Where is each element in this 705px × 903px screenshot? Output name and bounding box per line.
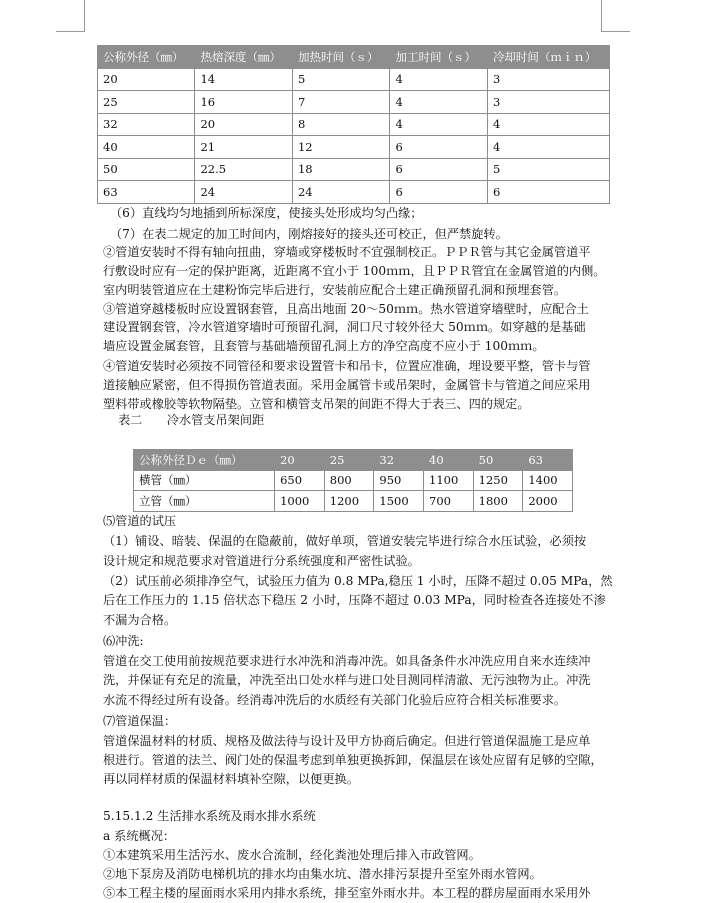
- text-line: 塑料带或橡胶等软物隔垫。立管和横管支吊架的间距不得大于表三、四的规定。: [103, 397, 530, 411]
- table-row: [98, 113, 610, 136]
- table-cell: 650: [275, 470, 325, 491]
- table-cell: 700: [424, 491, 474, 512]
- text-line: 行敷设时应有一定的保护距离，近距离不宜小于 100ｍｍ，且ＰＰＲ管宜在金属管道的内侧。: [103, 264, 606, 278]
- crop-mark-right: [601, 0, 602, 32]
- table-cell: 1100: [424, 470, 474, 491]
- text-line: （7）在表二规定的加工时间内，刚熔接好的接头还可校正，但严禁旋转。: [110, 227, 508, 241]
- table-cell: 800: [324, 470, 374, 491]
- table-cell: 20: [195, 113, 292, 136]
- table-cell: 21: [195, 136, 292, 159]
- table-header-row: [98, 46, 610, 69]
- table-cell: 立管（㎜）: [134, 491, 275, 512]
- text-line: ⑺管道保温：: [103, 714, 177, 728]
- table-header-cell: 冷却时间（ｍｉｎ）: [487, 46, 609, 69]
- table-header-cell: 25: [324, 450, 374, 471]
- table-cell: 5: [292, 68, 389, 91]
- fusion-parameters-table: [97, 45, 610, 204]
- text-line: 道接触应紧密，但不得损伤管道表面。采用金属管卡或吊架时，金属管卡与管道之间应采用: [103, 378, 591, 392]
- text-line: 管道保温材料的材质、规格及做法待与设计及甲方协商后确定。但进行管道保温施工是应单: [103, 734, 591, 748]
- table-cell: 8: [292, 113, 389, 136]
- text-line: ⑤本工程主楼的屋面雨水采用内排水系统，排至室外雨水井。本工程的群房屋面雨水采用外: [103, 886, 591, 900]
- table-cell: 1800: [473, 491, 523, 512]
- text-line: ⑹冲洗:: [103, 634, 144, 648]
- text-line: （2）试压前必须排净空气，试验压力值为 0.8 MPa,稳压 1 小时，压降不超过 0.05 MPa，然: [103, 574, 613, 588]
- text-line: （6）直线均匀地插到所标深度，使接头处形成均匀凸缘；: [110, 206, 423, 220]
- table-row: [98, 181, 610, 204]
- text-line: 不漏为合格。: [103, 613, 177, 627]
- table-cell: 32: [98, 113, 195, 136]
- table-row: [98, 158, 610, 181]
- text-line: 管道在交工使用前按规范要求进行水冲洗和消毒冲洗。如具备条件水冲洗应用自来水连续冲: [103, 654, 591, 668]
- table-cell: 4: [487, 113, 609, 136]
- text-line: 根进行。管道的法兰、阀门处的保温考虑到单独更换拆卸，保温层在该处应留有足够的空隙，: [103, 753, 603, 767]
- table-cell: 20: [98, 68, 195, 91]
- table-cell: 4: [390, 68, 487, 91]
- text-line: ②地下泵房及消防电梯机坑的排水均由集水坑、潜水排污泵提升至室外雨水管网。: [103, 867, 542, 881]
- table-cell: 950: [374, 470, 424, 491]
- table-row: [98, 136, 610, 159]
- crop-mark-right: [601, 31, 630, 32]
- table-cell: 63: [98, 181, 195, 204]
- table-row: [98, 91, 610, 114]
- table-cell: 横管（㎜）: [134, 470, 275, 491]
- table-cell: 1500: [374, 491, 424, 512]
- table-cell: 1200: [324, 491, 374, 512]
- crop-mark-left: [84, 0, 85, 32]
- table-cell: 1250: [473, 470, 523, 491]
- table-cell: 40: [98, 136, 195, 159]
- table-row: [98, 68, 610, 91]
- table-cell: 6: [390, 158, 487, 181]
- table-cell: 50: [98, 158, 195, 181]
- table-cell: 12: [292, 136, 389, 159]
- text-line: 水流不得经过所有设备。经消毒冲洗后的水质经有关部门化验后应符合相关标准要求。: [103, 693, 567, 707]
- text-line: ⑸管道的试压: [103, 514, 177, 528]
- table-cell: 24: [195, 181, 292, 204]
- table-cell: 18: [292, 158, 389, 181]
- table-header-cell: 20: [275, 450, 325, 471]
- pipe-support-spacing-table: [133, 449, 573, 512]
- table-header-cell: 40: [424, 450, 474, 471]
- text-line: 墙应设置金属套管，且套管与基础墙预留孔洞上方的净空高度不应小于 100ｍｍ。: [103, 339, 545, 353]
- table-cell: 4: [390, 113, 487, 136]
- table-header-row: [134, 450, 573, 471]
- text-line: 设计规定和规范要求对管道进行分系统强度和严密性试验。: [103, 554, 420, 568]
- crop-mark-left: [56, 31, 85, 32]
- table-cell: 4: [487, 136, 609, 159]
- text-line: 建设置钢套管，冷水管道穿墙时可预留孔洞，洞口尺寸较外径大 50ｍｍ。如穿越的是基础: [103, 320, 586, 334]
- table-cell: 16: [195, 91, 292, 114]
- text-line: ②管道安装时不得有轴向扭曲，穿墙或穿楼板时不宜强制校正。ＰＰＲ管与其它金属管道平: [103, 245, 591, 259]
- text-line: ①本建筑采用生活污水、废水合流制，经化粪池处理后排入市政管网。: [103, 848, 481, 862]
- table-row: [134, 470, 573, 491]
- table-cell: 2000: [523, 491, 573, 512]
- table-cell: 24: [292, 181, 389, 204]
- table-cell: 3: [487, 91, 609, 114]
- text-line: 洗，并保证有充足的流量，冲洗至出口处水样与进口处目测同样清澈、无污浊物为止。冲洗: [103, 673, 591, 687]
- table-header-cell: 63: [523, 450, 573, 471]
- table-cell: 22.5: [195, 158, 292, 181]
- table-cell: 7: [292, 91, 389, 114]
- table-row: [134, 491, 573, 512]
- table-cell: 6: [390, 181, 487, 204]
- table-header-cell: 公称外径（㎜）: [98, 46, 195, 69]
- table-cell: 1400: [523, 470, 573, 491]
- table-cell: 14: [195, 68, 292, 91]
- text-line: 再以同样材质的保温材料填补空隙，以便更换。: [103, 772, 359, 786]
- text-line: （1）铺设、暗装、保温的在隐蔽前，做好单项，管道安装完毕进行综合水压试验，必须按: [103, 534, 587, 548]
- table-header-cell: 32: [374, 450, 424, 471]
- text-line: ③管道穿越楼板时应设置钢套管，且高出地面 20～50ｍｍ。热水管道穿墙壁时，应配合土: [103, 302, 589, 316]
- text-line: 5.15.1.2 生活排水系统及雨水排水系统: [103, 809, 316, 823]
- table-header-cell: 加热时间（ｓ）: [292, 46, 389, 69]
- table-cell: 6: [487, 181, 609, 204]
- table-header-cell: 热熔深度（㎜）: [195, 46, 292, 69]
- table-cell: 1000: [275, 491, 325, 512]
- table-cell: 25: [98, 91, 195, 114]
- text-line: 后在工作压力的 1.15 倍状态下稳压 2 小时，压降不超过 0.03 MPa，同时检查各连接处不渗: [103, 593, 606, 607]
- table-header-cell: 公称外径Ｄｅ（㎜）: [134, 450, 275, 471]
- table-cell: 6: [390, 136, 487, 159]
- table-cell: 5: [487, 158, 609, 181]
- text-line: 室内明装管道应在土建粉饰完毕后进行，安装前应配合土建正确预留孔洞和预埋套管。: [103, 283, 567, 297]
- table-caption: 表二 冷水管支吊架间距: [118, 413, 265, 427]
- text-line: ④管道安装时必须按不同管径和要求设置管卡和吊卡，位置应准确，埋设要平整，管卡与管: [103, 359, 591, 373]
- text-line: a 系统概况：: [103, 829, 176, 843]
- table-header-cell: 加工时间（ｓ）: [390, 46, 487, 69]
- table-header-cell: 50: [473, 450, 523, 471]
- table-cell: 3: [487, 68, 609, 91]
- table-cell: 4: [390, 91, 487, 114]
